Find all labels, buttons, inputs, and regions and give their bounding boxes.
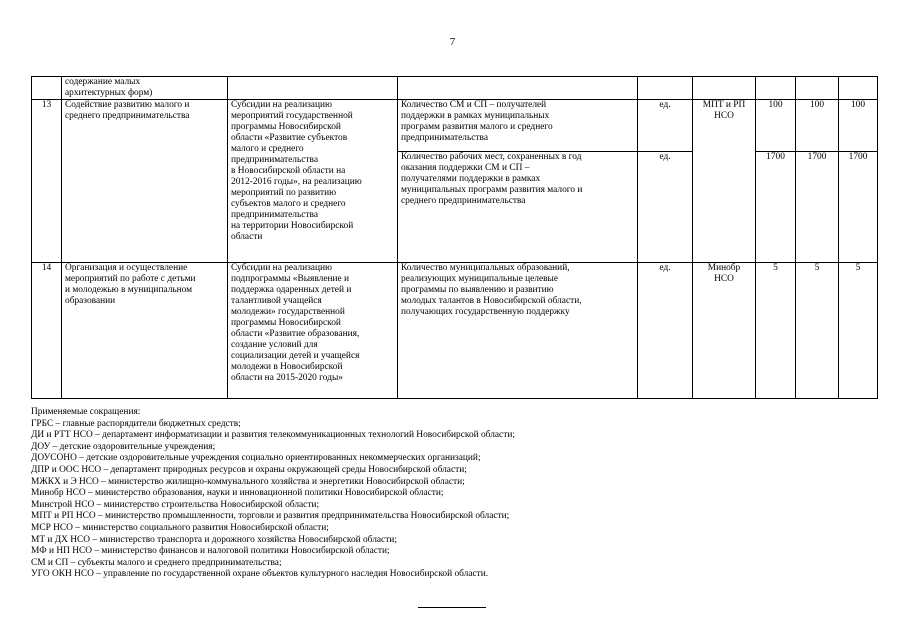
cell-unit: ед. — [638, 263, 693, 399]
abbreviation-item: ДИ и РТТ НСО – департамент информатизации и развития телекоммуникационных технологий Новосибирской области; — [31, 430, 515, 441]
cell-value-1: 100 — [756, 100, 796, 152]
cell-value-3: 100 — [839, 100, 878, 152]
cell-indicator: Количество рабочих мест, сохраненных в год оказания поддержки СМ и СП – получателями поддержки в рамках муниципальных программ развития малого и среднего предпринимательства — [398, 152, 638, 263]
abbreviations-list — [31, 407, 881, 581]
abbreviation-item: ДОУ – детские оздоровительные учреждения; — [31, 441, 216, 452]
table-row-13 — [32, 100, 878, 152]
abbreviation-item: ДОУСОНО – детские оздоровительные учреждения социально ориентированных некоммерческих организаций; — [31, 453, 481, 464]
abbreviations-heading: Применяемые сокращения: — [31, 407, 141, 417]
cell-value-2: 100 — [796, 100, 839, 152]
cell-value-3: 5 — [839, 263, 878, 399]
abbreviation-item: СМ и СП – субъекты малого и среднего предпринимательства; — [31, 557, 282, 568]
cell-name: Организация и осуществление мероприятий по работе с детьми и молодежью в муниципальном образовании — [62, 263, 228, 399]
cell-num: 13 — [32, 100, 62, 263]
cell-name: содержание малых архитектурных форм) — [62, 77, 228, 100]
abbreviation-item: ДПР и ООС НСО – департамент природных ресурсов и охраны окружающей среды Новосибирской области; — [31, 464, 467, 475]
cell-value-1: 5 — [756, 263, 796, 399]
cell-grbs: Минобр НСО — [693, 263, 756, 399]
page-number: 7 — [449, 36, 456, 48]
abbreviation-item: МФ и НП НСО – министерство финансов и налоговой политики Новосибирской области; — [31, 546, 390, 557]
cell-indicator: Количество СМ и СП – получателей поддержки в рамках муниципальных программ развития малого и среднего предпринимательства — [398, 100, 638, 152]
abbreviation-item: УГО ОКН НСО – управление по государственной охране объектов культурного наследия Новосибирской области. — [31, 569, 489, 580]
cell-num: 14 — [32, 263, 62, 399]
abbreviation-item: Минстрой НСО – министерство строительства Новосибирской области; — [31, 499, 320, 510]
table-row-continuation — [32, 77, 878, 100]
cell-value-2: 5 — [796, 263, 839, 399]
indicators-table — [31, 76, 878, 399]
cell-unit: ед. — [638, 152, 693, 263]
cell-name: Содействие развитию малого и среднего предпринимательства — [62, 100, 228, 263]
cell-value-1: 1700 — [756, 152, 796, 263]
abbreviation-item: Минобр НСО – министерство образования, науки и инновационной политики Новосибирской области; — [31, 488, 444, 499]
cell-measure: Субсидии на реализацию мероприятий государственной программы Новосибирской области «Развитие субъектов малого и среднего предпринимательства в Новосибирской области на 2012-2016 годы», на реализацию мероприятий по развитию субъектов малого и среднего предпринимательства на территории Новосибирской области — [228, 100, 398, 263]
table-row-14 — [32, 263, 878, 399]
cell-value-2: 1700 — [796, 152, 839, 263]
cell-grbs: МПТ и РП НСО — [693, 100, 756, 263]
cell-indicator: Количество муниципальных образований, реализующих муниципальные целевые программы по выявлению и развитию молодых талантов в Новосибирской области, получающих государственную поддержку — [398, 263, 638, 399]
abbreviation-item: МЖКХ и Э НСО – министерство жилищно-коммунального хозяйства и энергетики Новосибирской области; — [31, 476, 465, 487]
cell-unit: ед. — [638, 100, 693, 152]
end-divider — [418, 607, 486, 608]
abbreviation-item: ГРБС – главные распорядители бюджетных средств; — [31, 418, 241, 429]
cell-value-3: 1700 — [839, 152, 878, 263]
abbreviation-item: МТ и ДХ НСО – министерство транспорта и дорожного хозяйства Новосибирской области; — [31, 534, 397, 545]
abbreviation-item: МПТ и РП НСО – министерство промышленности, торговли и развития предпринимательства Новосибирской области; — [31, 511, 510, 522]
cell-measure: Субсидии на реализацию подпрограммы «Выявление и поддержка одаренных детей и талантливой учащейся молодежи» государственной программы Новосибирской области «Развитие образования, создание условий для социализации детей и учащейся молодежи в Новосибирской области на 2015-2020 годы» — [228, 263, 398, 399]
abbreviation-item: МСР НСО – министерство социального развития Новосибирской области; — [31, 522, 329, 533]
